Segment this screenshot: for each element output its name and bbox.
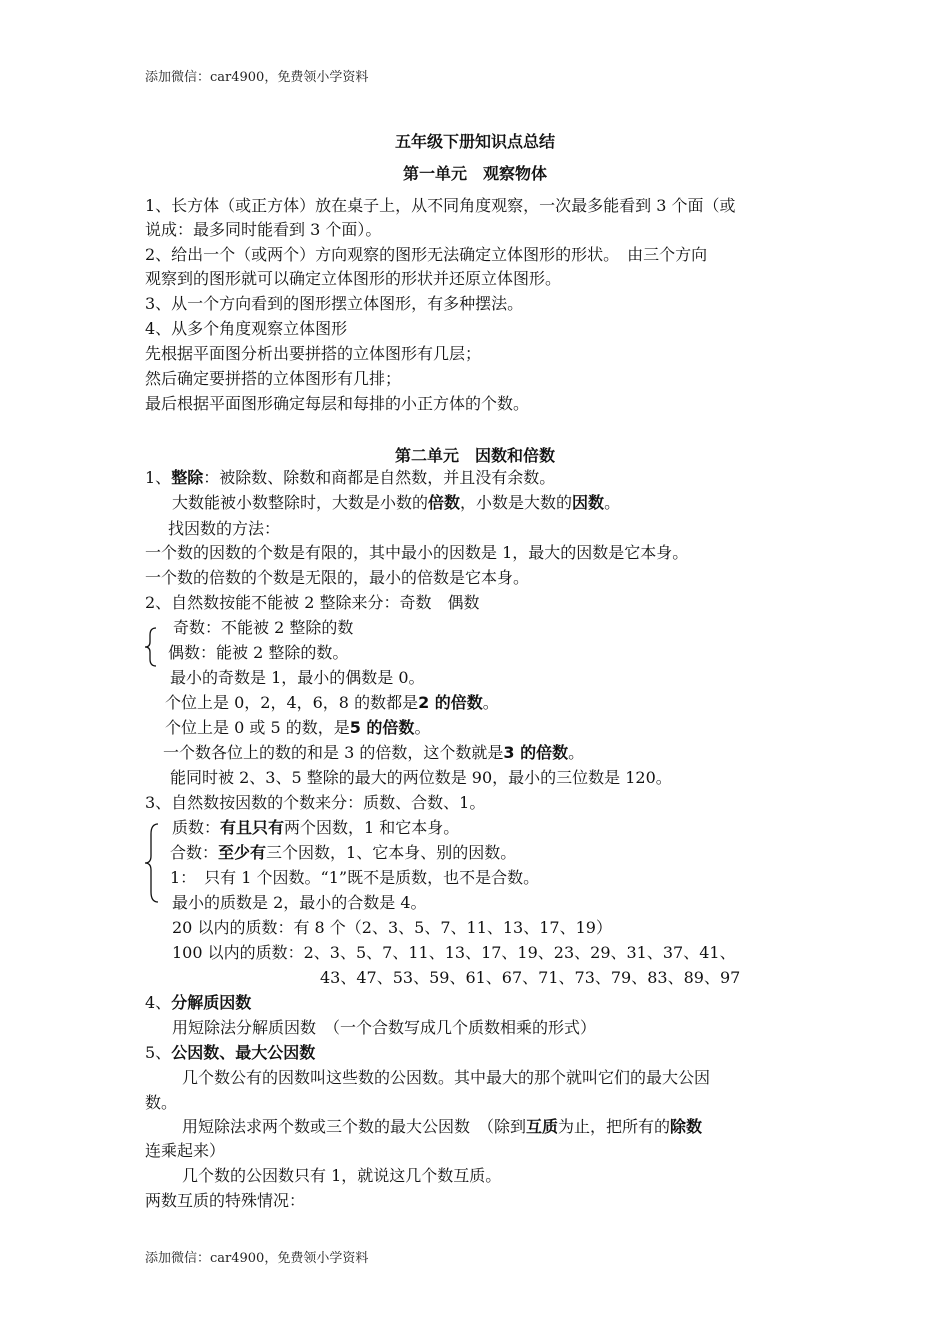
- unit2-heading: 第二单元 因数和倍数: [394, 446, 555, 465]
- unit2-line: 用短除法求两个数或三个数的最大公因数 （除到互质为止，把所有的除数: [182, 1117, 703, 1136]
- unit2-line: 找因数的方法：: [168, 519, 281, 538]
- unit2-line: 大数能被小数整除时，大数是小数的倍数，小数是大数的因数。: [172, 493, 621, 512]
- unit2-line: 最小的奇数是 1，最小的偶数是 0。: [170, 668, 425, 687]
- unit2-line: 3、自然数按因数的个数来分：质数、合数、1。: [145, 793, 486, 812]
- unit2-line: 能同时被 2、3、5 整除的最大的两位数是 90，最小的三位数是 120。: [170, 768, 672, 787]
- unit2-line: 个位上是 0 或 5 的数，是5 的倍数。: [165, 718, 431, 737]
- unit2-line: 偶数：能被 2 整除的数。: [168, 643, 349, 662]
- unit2-line: 合数：至少有三个因数，1、它本身、别的因数。: [170, 843, 517, 862]
- unit2-line: 奇数：不能被 2 整除的数: [173, 618, 354, 637]
- unit2-line: 1： 只有 1 个因数。“1”既不是质数，也不是合数。: [170, 868, 540, 887]
- unit2-line: 连乘起来）: [145, 1141, 226, 1160]
- unit2-line: 1、整除：被除数、除数和商都是自然数，并且没有余数。: [145, 468, 556, 487]
- unit2-line: 一个数各位上的数的和是 3 的倍数，这个数就是3 的倍数。: [163, 743, 585, 762]
- unit1-line: 3、从一个方向看到的图形摆立体图形，有多种摆法。: [145, 294, 524, 313]
- unit2-line: 用短除法分解质因数 （一个合数写成几个质数相乘的形式）: [172, 1018, 597, 1037]
- unit2-line: 100 以内的质数：2、3、5、7、11、13、17、19、23、29、31、37、41、: [172, 943, 736, 962]
- unit1-line: 1、长方体（或正方体）放在桌子上，从不同角度观察，一次最多能看到 3 个面（或: [145, 196, 736, 215]
- unit2-line: 一个数的因数的个数是有限的，其中最小的因数是 1，最大的因数是它本身。: [145, 543, 689, 562]
- unit2-line: 5、公因数、最大公因数: [145, 1043, 316, 1062]
- unit2-line: 一个数的倍数的个数是无限的，最小的倍数是它本身。: [145, 568, 530, 587]
- unit2-line: 个位上是 0，2，4，6，8 的数都是2 的倍数。: [165, 693, 499, 712]
- unit1-line: 然后确定要拼搭的立体图形有几排；: [145, 369, 402, 388]
- unit1-line: 4、从多个角度观察立体图形: [145, 319, 348, 338]
- unit2-line: 两数互质的特殊情况：: [145, 1191, 306, 1210]
- unit1-line: 最后根据平面图形确定每层和每排的小正方体的个数。: [145, 394, 530, 413]
- unit2-line: 质数：有且只有两个因数，1 和它本身。: [172, 818, 460, 837]
- unit1-line: 观察到的图形就可以确定立体图形的形状并还原立体图形。: [145, 269, 562, 288]
- unit2-line: 4、分解质因数: [145, 993, 252, 1012]
- unit1-heading: 第一单元 观察物体: [402, 164, 547, 183]
- unit2-line: 20 以内的质数：有 8 个（2、3、5、7、11、13、17、19）: [172, 918, 612, 937]
- unit1-line: 2、给出一个（或两个）方向观察的图形无法确定立体图形的形状。 由三个方向: [145, 245, 708, 264]
- unit1-line: 说成：最多同时能看到 3 个面）。: [145, 220, 382, 239]
- unit2-line: 43、47、53、59、61、67、71、73、79、83、89、97: [320, 968, 741, 987]
- curly-brace-icon: [143, 822, 161, 904]
- curly-brace-icon: [143, 626, 159, 668]
- unit2-line: 2、自然数按能不能被 2 整除来分：奇数 偶数: [145, 593, 480, 612]
- unit1-line: 先根据平面图分析出要拼搭的立体图形有几层；: [145, 344, 482, 363]
- unit2-line: 几个数的公因数只有 1，就说这几个数互质。: [182, 1166, 502, 1185]
- page-header: 添加微信：car4900，免费领小学资料: [145, 70, 369, 85]
- unit2-line: 最小的质数是 2，最小的合数是 4。: [172, 893, 427, 912]
- unit2-line: 几个数公有的因数叫这些数的公因数。其中最大的那个就叫它们的最大公因: [182, 1068, 711, 1087]
- page-footer: 添加微信：car4900，免费领小学资料: [145, 1251, 369, 1266]
- unit2-line: 数。: [145, 1093, 178, 1112]
- document-title: 五年级下册知识点总结: [394, 132, 555, 151]
